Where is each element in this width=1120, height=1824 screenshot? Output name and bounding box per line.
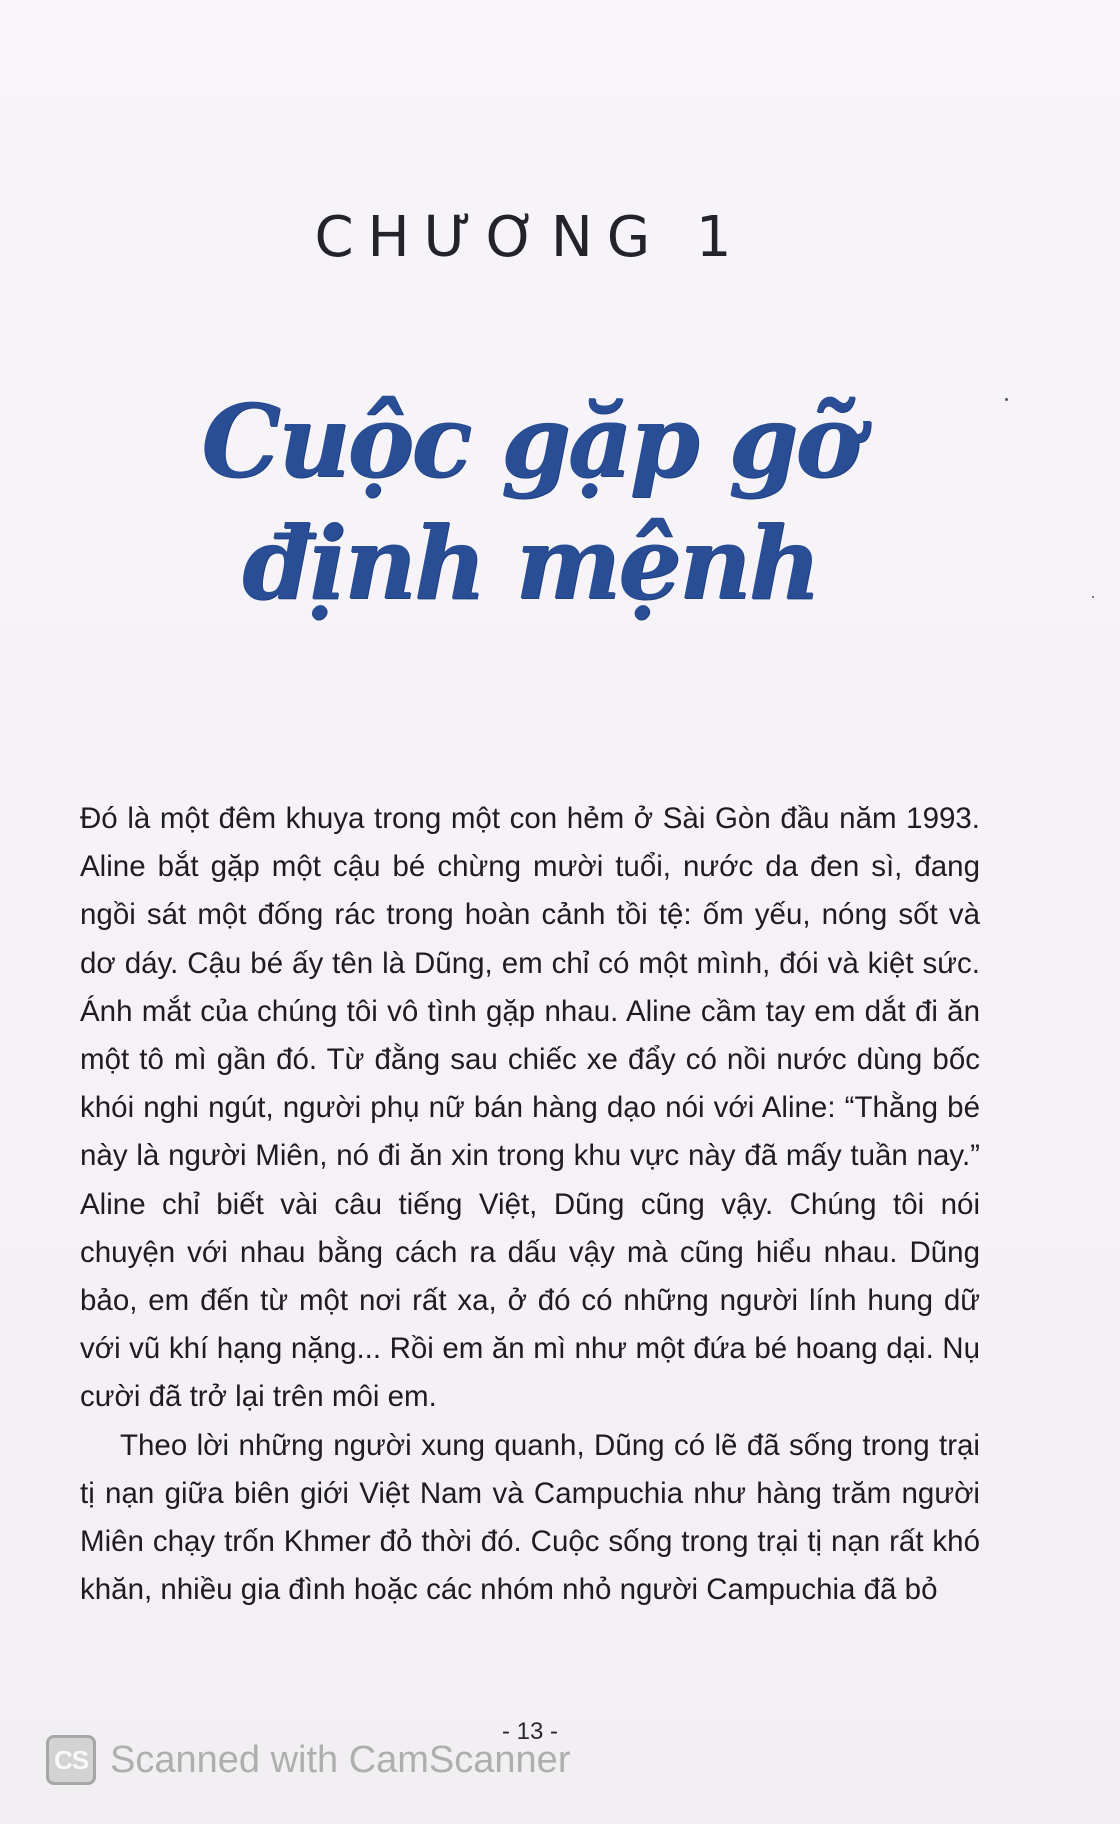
- chapter-title-line-2: định mệnh: [242, 504, 818, 622]
- page-number: - 13 -: [501, 1718, 558, 1745]
- scan-speck: [1005, 398, 1008, 401]
- chapter-label: CHƯƠNG 1: [314, 205, 746, 270]
- camscanner-watermark: [46, 1733, 570, 1787]
- watermark-text: Scanned with CamScanner: [110, 1738, 571, 1781]
- paragraph-1: Đó là một đêm khuya trong một con hẻm ở Sài Gòn đầu năm 1993. Aline bắt gặp một cậu bé chừng mười tuổi, nước da đen sì, đang ngồi sát một đống rác trong hoàn cảnh tồi tệ: ốm yếu, nóng sốt và dơ dáy. Cậu bé ấy tên là Dũng, em chỉ có một mình, đói và kiệt sức. Ánh mắt của chúng tôi vô tình gặp nhau. Aline cầm tay em dắt đi ăn một tô mì gần đó. Từ đằng sau chiếc xe đẩy có nồi nước dùng bốc khói nghi ngút, người phụ nữ bán hàng dạo nói với Aline: “Thằng bé này là người Miên, nó đi ăn xin trong khu vực này đã mấy tuần nay.” Aline chỉ biết vài câu tiếng Việt, Dũng cũng vậy. Chúng tôi nói chuyện với nhau bằng cách ra dấu vậy mà cũng hiểu nhau. Dũng bảo, em đến từ một nơi rất xa, ở đó có những người lính hung dữ với vũ khí hạng nặng... Rồi em ăn mì như một đứa bé hoang dại. Nụ cười đã trở lại trên môi em.: [80, 802, 980, 1414]
- chapter-title-line-1: Cuộc gặp gỡ: [201, 382, 859, 500]
- chapter-body: [80, 795, 980, 1614]
- chapter-title: [0, 380, 1060, 624]
- scan-speck: [1092, 596, 1094, 598]
- camscanner-logo-icon: CS: [46, 1735, 96, 1785]
- paragraph-2: Theo lời những người xung quanh, Dũng có lẽ đã sống trong trại tị nạn giữa biên giới Việt Nam và Campuchia như hàng trăm người Miên chạy trốn Khmer đỏ thời đó. Cuộc sống trong trại tị nạn rất khó khăn, nhiều gia đình hoặc các nhóm nhỏ người Campuchia đã bỏ: [80, 1428, 980, 1607]
